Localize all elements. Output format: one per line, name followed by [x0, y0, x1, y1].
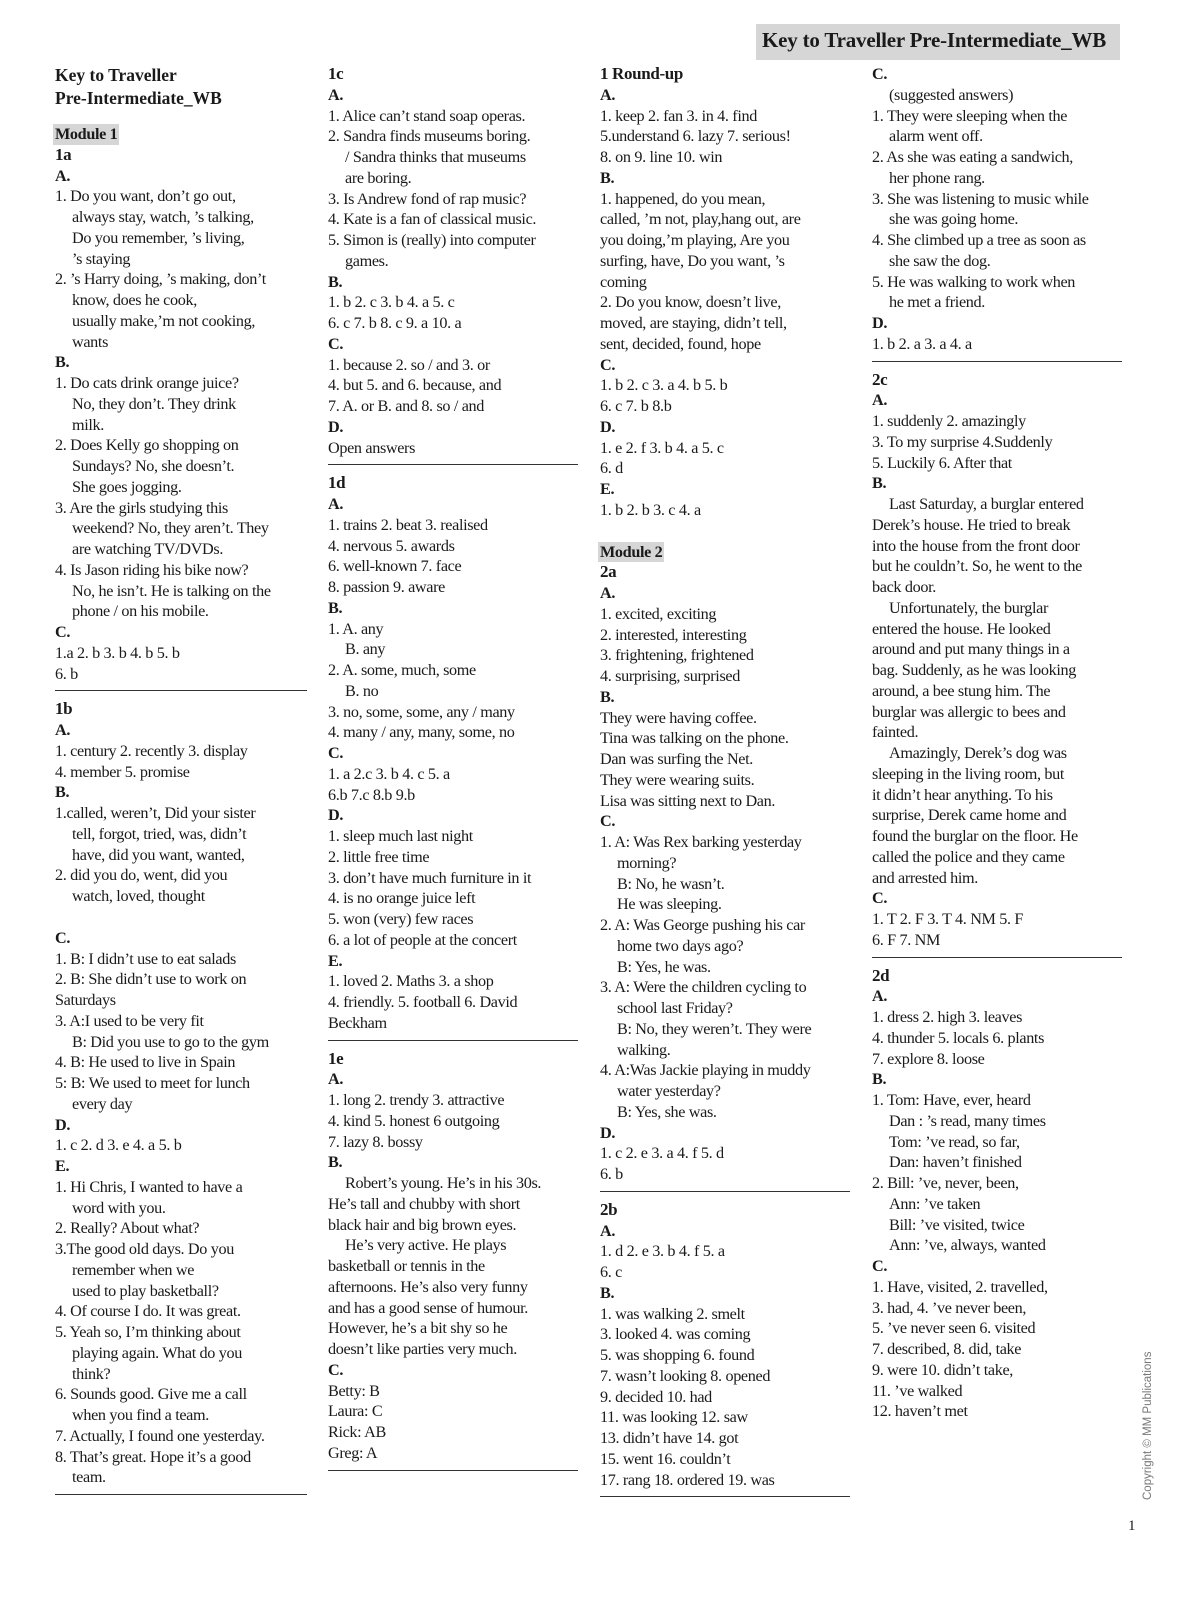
answer-line: 6. a lot of people at the concert: [328, 930, 517, 949]
answer-line: 2. interested, interesting: [600, 625, 747, 644]
answer-line: They were wearing suits.: [600, 770, 755, 789]
answer-line: 4. kind 5. honest 6 outgoing: [328, 1111, 500, 1130]
paragraph-start: Amazingly, Derek’s dog was: [889, 744, 1067, 762]
answer-line: 7. Actually, I found one yesterday.: [55, 1426, 265, 1445]
exercise-label: D.: [600, 417, 616, 436]
answer-line: 1. d 2. e 3. b 4. f 5. a: [600, 1242, 725, 1261]
answer-line: 4. is no orange juice left: [328, 889, 476, 908]
answer-line: 1.called, weren’t, Did your sister: [55, 804, 256, 822]
paragraph-start: Unfortunately, the burglar: [889, 598, 1049, 617]
answer-line: 3. She was listening to music while: [872, 189, 1089, 208]
answer-line: 4. but 5. and 6. because, and: [328, 376, 502, 395]
exercise-label: C.: [55, 928, 71, 947]
section-heading: 1d: [328, 473, 346, 493]
document-title-line-1: Key to Traveller: [55, 65, 177, 85]
answer-line: 3.The good old days. Do you: [55, 1240, 234, 1258]
answer-line: Open answers: [328, 438, 416, 457]
column-1: [55, 64, 307, 1503]
answer-line: 3. To my surprise 4.Suddenly: [872, 432, 1053, 451]
answer-line: 1. b 2. a 3. a 4. a: [872, 334, 972, 353]
answer-line: 7. lazy 8. bossy: [328, 1132, 423, 1151]
answer-line: found the burglar on the floor. He: [872, 827, 1078, 845]
exercise-label: A.: [328, 1070, 344, 1089]
module-heading: Module 2: [600, 542, 663, 561]
answer-line: 4. B: He used to live in Spain: [55, 1053, 236, 1072]
paragraph-start: He’s very active. He plays: [345, 1236, 507, 1255]
answer-line: 1. e 2. f 3. b 4. a 5. c: [600, 438, 724, 457]
answer-line: 1. B: I didn’t use to eat salads: [55, 949, 236, 968]
answer-line: 3. Are the girls studying this: [55, 498, 228, 517]
answer-line-continued: home two days ago?: [617, 936, 744, 955]
answer-line: 5. He was walking to work when: [872, 272, 1076, 291]
page-number: 1: [1128, 1518, 1136, 1534]
answer-line-continued: remember when we: [72, 1260, 195, 1279]
answer-line-continued: know, does he cook,: [72, 291, 197, 309]
answer-line-continued: school last Friday?: [617, 999, 733, 1017]
answer-line: fainted.: [872, 723, 919, 742]
exercise-label: A.: [872, 391, 888, 410]
answer-line: surfing, have, Do you want, ’s: [600, 251, 785, 270]
answer-line: 7. explore 8. loose: [872, 1049, 985, 1068]
exercise-label: B.: [55, 353, 70, 372]
answer-line-continued: B. no: [345, 681, 379, 700]
answer-line: called the police and they came: [872, 847, 1065, 866]
exercise-label: B.: [600, 1283, 615, 1302]
answer-line-continued: Sundays? No, she doesn’t.: [72, 457, 235, 475]
answer-line: 1. long 2. trendy 3. attractive: [328, 1091, 505, 1109]
answer-line: Greg: A: [328, 1443, 378, 1462]
answer-line: 3. had, 4. ’ve never been,: [872, 1298, 1027, 1317]
answer-line-continued: B: Yes, he was.: [617, 957, 711, 976]
answer-line: 4. surprising, surprised: [600, 667, 740, 685]
answer-line: 4. Of course I do. It was great.: [55, 1302, 241, 1321]
exercise-label: A.: [600, 85, 616, 104]
exercise-label: D.: [600, 1123, 616, 1142]
answer-line: Betty: B: [328, 1381, 380, 1400]
section-heading: 2b: [600, 1199, 618, 1219]
answer-line: They were having coffee.: [600, 708, 757, 727]
exercise-label: C.: [328, 1360, 344, 1379]
answer-line-continued: Dan : ’s read, many times: [889, 1111, 1046, 1130]
answer-line: 8. That’s great. Hope it’s a good: [55, 1447, 251, 1466]
answer-line: 6. c: [600, 1263, 622, 1281]
answer-line: 1. Alice can’t stand soap operas.: [328, 106, 526, 125]
answer-line: 3. A:I used to be very fit: [55, 1011, 204, 1030]
answer-line: 4. nervous 5. awards: [328, 536, 455, 555]
answer-line-continued: usually make,’m not cooking,: [72, 311, 256, 330]
answer-line: Rick: AB: [328, 1423, 386, 1441]
answer-line-continued: B: No, he wasn’t.: [617, 874, 725, 893]
answer-line-continued: tell, forgot, tried, was, didn’t: [72, 824, 247, 843]
answer-line-continued: walking.: [617, 1040, 671, 1059]
exercise-label: B.: [600, 168, 615, 187]
answer-line-continued: wants: [72, 332, 109, 351]
answer-line-continued: Do you remember, ’s living,: [72, 228, 245, 247]
answer-line: sent, decided, found, hope: [600, 334, 761, 353]
answer-line: 1. loved 2. Maths 3. a shop: [328, 972, 494, 991]
answer-line: 4. thunder 5. locals 6. plants: [872, 1028, 1045, 1047]
answer-line: 17. rang 18. ordered 19. was: [600, 1470, 775, 1489]
answer-line: 1. excited, exciting: [600, 604, 717, 623]
answer-line: 6. c 7. b 8. c 9. a 10. a: [328, 314, 462, 332]
answer-line: 4. many / any, many, some, no: [328, 723, 515, 742]
answer-line: He’s tall and chubby with short: [328, 1194, 520, 1213]
answer-line-continued: always stay, watch, ’s talking,: [72, 208, 254, 226]
answer-line: 1. A. any: [328, 619, 384, 638]
answer-line: coming: [600, 272, 647, 291]
answer-line: but he couldn’t. So, he went to the: [872, 557, 1082, 576]
column-3: [600, 64, 850, 1505]
answer-line: 13. didn’t have 14. got: [600, 1429, 739, 1447]
answer-line: 1. Do you want, don’t go out,: [55, 187, 236, 206]
exercise-label: B.: [600, 687, 615, 706]
answer-line: 4. Kate is a fan of classical music.: [328, 210, 537, 229]
answer-line-continued: She goes jogging.: [72, 477, 182, 496]
answer-line: 5. Yeah so, I’m thinking about: [55, 1323, 241, 1341]
exercise-label: B.: [328, 1153, 343, 1172]
answer-line: 3. no, some, some, any / many: [328, 702, 515, 721]
answer-line: 12. haven’t met: [872, 1402, 968, 1421]
answer-line: 1. b 2. c 3. b 4. a 5. c: [328, 293, 455, 312]
exercise-label: E.: [55, 1157, 70, 1175]
answer-line: 6. Sounds good. Give me a call: [55, 1385, 247, 1404]
answer-line: 1. Tom: Have, ever, heard: [872, 1091, 1031, 1109]
answer-line: 9. were 10. didn’t take,: [872, 1360, 1013, 1379]
exercise-label: B.: [55, 783, 70, 802]
answer-line: doesn’t like parties very much.: [328, 1340, 517, 1358]
answer-line-continued: Tom: ’ve read, so far,: [889, 1132, 1020, 1151]
exercise-label: C.: [600, 812, 616, 831]
exercise-label: E.: [600, 480, 615, 498]
answer-line-continued: No, he isn’t. He is talking on the: [72, 581, 271, 600]
section-heading: 1b: [55, 699, 73, 719]
answer-line: 1. A: Was Rex barking yesterday: [600, 833, 802, 851]
answer-line-continued: B. any: [345, 640, 386, 659]
answer-line: 1. Have, visited, 2. travelled,: [872, 1277, 1048, 1296]
answer-line: around and put many things in a: [872, 640, 1070, 659]
answer-line: 9. decided 10. had: [600, 1387, 712, 1406]
exercise-label: A.: [55, 721, 71, 739]
answer-line: Beckham: [328, 1013, 387, 1032]
answer-line: However, he’s a bit shy so he: [328, 1319, 508, 1338]
answer-line: 4. member 5. promise: [55, 762, 190, 781]
section-divider: [55, 690, 307, 691]
answer-line: sleeping in the living room, but: [872, 764, 1065, 783]
exercise-label: D.: [55, 1115, 71, 1134]
answer-line: burglar was allergic to bees and: [872, 702, 1066, 721]
column-4: [872, 64, 1122, 1422]
answer-line-continued: ’s staying: [72, 249, 131, 268]
answer-line: 2. Does Kelly go shopping on: [55, 436, 239, 455]
answer-line-continued: her phone rang.: [889, 168, 985, 187]
answer-line-continued: / Sandra thinks that museums: [345, 148, 526, 166]
answer-line-continued: B: Yes, she was.: [617, 1102, 717, 1121]
answer-line: 6.b 7.c 8.b 9.b: [328, 785, 415, 804]
section-divider: [600, 1496, 850, 1497]
answer-line-continued: every day: [72, 1094, 133, 1113]
answer-line: 1. happened, do you mean,: [600, 189, 766, 208]
answer-line: afternoons. He’s also very funny: [328, 1277, 528, 1296]
answer-line: 1. They were sleeping when the: [872, 106, 1068, 125]
answer-line: 15. went 16. couldn’t: [600, 1449, 731, 1468]
exercise-label: B.: [328, 272, 343, 291]
answer-line-continued: playing again. What do you: [72, 1343, 242, 1362]
exercise-label: A.: [328, 495, 344, 513]
section-divider: [328, 1040, 578, 1041]
exercise-label: C.: [328, 744, 344, 762]
answer-line: Derek’s house. He tried to break: [872, 515, 1071, 534]
answer-line-continued: team.: [72, 1468, 106, 1487]
answer-line: 5. ’ve never seen 6. visited: [872, 1319, 1036, 1338]
answer-line: 1. sleep much last night: [328, 827, 473, 845]
answer-line-continued: Ann: ’ve, always, wanted: [889, 1236, 1046, 1255]
document-title-line-2: Pre-Intermediate_WB: [55, 88, 222, 108]
answer-line: 3. don’t have much furniture in it: [328, 868, 532, 887]
answer-line: 4. Is Jason riding his bike now?: [55, 560, 249, 579]
answer-line: black hair and big brown eyes.: [328, 1215, 517, 1234]
exercise-label: D.: [328, 806, 344, 825]
answer-line: 2. As she was eating a sandwich,: [872, 148, 1073, 166]
section-divider: [328, 464, 578, 465]
answer-line: 1. because 2. so / and 3. or: [328, 355, 490, 374]
answer-line: 6. b: [55, 664, 78, 683]
answer-line: 6. well-known 7. face: [328, 557, 462, 576]
answer-line-continued: phone / on his mobile.: [72, 602, 209, 621]
answer-line: 5.understand 6. lazy 7. serious!: [600, 127, 791, 146]
answer-line: 2. ’s Harry doing, ’s making, don’t: [55, 270, 266, 289]
answer-line: 2. little free time: [328, 847, 430, 866]
answer-line-continued: she was going home.: [889, 210, 1019, 229]
exercise-label: A.: [328, 85, 344, 104]
exercise-label: C.: [872, 1257, 888, 1275]
answer-line: 3. frightening, frightened: [600, 646, 754, 665]
answer-line-continued: (suggested answers): [889, 85, 1014, 104]
answer-line: 2. Do you know, doesn’t live,: [600, 293, 781, 312]
answer-line: 4. She climbed up a tree as soon as: [872, 231, 1086, 249]
exercise-label: D.: [328, 417, 344, 436]
answer-line: 3. looked 4. was coming: [600, 1325, 751, 1344]
answer-line-continued: are watching TV/DVDs.: [72, 540, 224, 558]
module-heading: Module 1: [55, 125, 118, 143]
answer-line: 4. friendly. 5. football 6. David: [328, 993, 518, 1011]
exercise-label: A.: [55, 166, 71, 185]
answer-line: 2. A: Was George pushing his car: [600, 916, 805, 934]
answer-line-continued: think?: [72, 1364, 111, 1383]
answer-line: 1. b 2. c 3. a 4. b 5. b: [600, 376, 728, 395]
exercise-label: C.: [328, 334, 344, 353]
answer-line: Tina was talking on the phone.: [600, 729, 789, 748]
answer-line-continued: morning?: [617, 853, 677, 872]
answer-line: 1.a 2. b 3. b 4. b 5. b: [55, 643, 180, 662]
answer-line: 5: B: We used to meet for lunch: [55, 1074, 250, 1092]
answer-line-continued: water yesterday?: [617, 1082, 721, 1100]
answer-line-continued: milk.: [72, 415, 104, 434]
answer-line: around, a bee stung him. The: [872, 681, 1051, 700]
answer-line: 4. A:Was Jackie playing in muddy: [600, 1061, 811, 1080]
answer-line-continued: when you find a team.: [72, 1406, 209, 1424]
answer-line-continued: Dan: haven’t finished: [889, 1153, 1022, 1172]
answer-line-continued: she saw the dog.: [889, 251, 991, 270]
answer-line: 1. c 2. d 3. e 4. a 5. b: [55, 1136, 182, 1155]
answer-line: 3. A: Were the children cycling to: [600, 978, 807, 997]
answer-line: 2. did you do, went, did you: [55, 866, 228, 885]
section-divider: [55, 1494, 307, 1495]
answer-line: 1. b 2. b 3. c 4. a: [600, 500, 701, 519]
exercise-label: C.: [872, 889, 888, 908]
answer-line: 2. B: She didn’t use to work on: [55, 970, 247, 989]
answer-line: Dan was surfing the Net.: [600, 750, 753, 768]
section-divider: [872, 361, 1122, 362]
answer-line: 5. won (very) few races: [328, 910, 474, 928]
answer-line: 5. was shopping 6. found: [600, 1346, 755, 1364]
answer-line: Saturdays: [55, 991, 116, 1009]
answer-line: surprise, Derek came home and: [872, 806, 1067, 825]
answer-line: Laura: C: [328, 1402, 383, 1421]
answer-line: moved, are staying, didn’t tell,: [600, 314, 787, 332]
exercise-label: A.: [600, 584, 616, 602]
exercise-label: B.: [328, 598, 343, 617]
answer-line: 11. ’ve walked: [872, 1381, 963, 1400]
exercise-label: C.: [872, 65, 888, 83]
answer-line-continued: he met a friend.: [889, 293, 985, 312]
section-heading: 1e: [328, 1048, 344, 1068]
section-heading: 1 Round-up: [600, 64, 683, 83]
paragraph-start: Last Saturday, a burglar entered: [889, 495, 1084, 513]
exercise-label: E.: [328, 951, 343, 970]
answer-line: 7. A. or B. and 8. so / and: [328, 397, 485, 415]
answer-line: 6. d: [600, 459, 623, 478]
answer-line: 2. Really? About what?: [55, 1219, 200, 1238]
exercise-label: B.: [872, 1070, 887, 1089]
exercise-label: C.: [600, 355, 616, 374]
answer-line: you doing,’m playing, Are you: [600, 231, 790, 249]
answer-line: entered the house. He looked: [872, 619, 1051, 638]
answer-line: 1. T 2. F 3. T 4. NM 5. F: [872, 910, 1024, 928]
paragraph-start: Robert’s young. He’s in his 30s.: [345, 1174, 542, 1192]
answer-line-continued: games.: [345, 251, 389, 270]
exercise-label: D.: [872, 314, 888, 332]
answer-line: 11. was looking 12. saw: [600, 1408, 748, 1427]
answer-line-continued: word with you.: [72, 1198, 166, 1217]
answer-line: 3. Is Andrew fond of rap music?: [328, 189, 527, 208]
answer-line: 1. c 2. e 3. a 4. f 5. d: [600, 1144, 724, 1163]
exercise-label: A.: [872, 987, 888, 1006]
copyright-note: Copyright © MM Publications: [1142, 1351, 1154, 1500]
answer-line: basketball or tennis in the: [328, 1257, 485, 1275]
section-heading: 2a: [600, 562, 617, 582]
answer-line: 5. Luckily 6. After that: [872, 453, 1012, 472]
answer-line: 1. Hi Chris, I wanted to have a: [55, 1177, 243, 1196]
answer-line: 1. dress 2. high 3. leaves: [872, 1008, 1023, 1026]
answer-line: 1. trains 2. beat 3. realised: [328, 515, 488, 534]
answer-line: 1. was walking 2. smelt: [600, 1304, 745, 1323]
answer-line: 6. F 7. NM: [872, 930, 941, 949]
answer-line: 1. Do cats drink orange juice?: [55, 374, 239, 392]
answer-line: Lisa was sitting next to Dan.: [600, 791, 776, 810]
module-heading-row: [600, 542, 850, 563]
answer-line: 1. a 2.c 3. b 4. c 5. a: [328, 764, 450, 783]
section-heading: 2c: [872, 369, 888, 389]
answer-line: 7. wasn’t looking 8. opened: [600, 1366, 771, 1385]
answer-line: back door.: [872, 578, 936, 596]
spacer: [55, 907, 307, 928]
answer-line-continued: Ann: ’ve taken: [889, 1194, 981, 1213]
answer-line: 6. b: [600, 1165, 623, 1183]
spacer: [600, 521, 850, 542]
answer-line: 6. c 7. b 8.b: [600, 397, 672, 415]
answer-line: and arrested him.: [872, 868, 978, 887]
answer-line: called, ’m not, play,hang out, are: [600, 210, 801, 229]
answer-line-continued: Bill: ’ve visited, twice: [889, 1215, 1025, 1234]
answer-line: into the house from the front door: [872, 536, 1080, 555]
answer-line-continued: used to play basketball?: [72, 1281, 219, 1300]
exercise-label: B.: [872, 474, 887, 493]
section-divider: [600, 1191, 850, 1192]
section-divider: [872, 957, 1122, 958]
answer-line-continued: weekend? No, they aren’t. They: [72, 519, 269, 538]
answer-line: 8. passion 9. aware: [328, 578, 445, 596]
section-divider: [328, 1470, 578, 1471]
answer-line-continued: are boring.: [345, 168, 412, 187]
answer-line: bag. Suddenly, as he was looking: [872, 661, 1077, 679]
answer-line: and has a good sense of humour.: [328, 1298, 528, 1317]
answer-line-continued: watch, loved, thought: [72, 887, 205, 905]
section-heading: 2d: [872, 965, 890, 985]
answer-line-continued: B: No, they weren’t. They were: [617, 1019, 812, 1038]
column-2: [328, 64, 578, 1479]
answer-line: 2. Bill: ’ve, never, been,: [872, 1174, 1019, 1192]
answer-line-continued: have, did you want, wanted,: [72, 845, 245, 864]
answer-line: 8. on 9. line 10. win: [600, 148, 723, 166]
answer-line: 2. A. some, much, some: [328, 661, 476, 679]
answer-line-continued: He was sleeping.: [617, 895, 722, 914]
section-heading: 1c: [328, 64, 344, 83]
answer-line: 1. century 2. recently 3. display: [55, 741, 248, 760]
answer-line-continued: alarm went off.: [889, 127, 983, 146]
answer-line-continued: No, they don’t. They drink: [72, 394, 236, 413]
answer-line: 1. suddenly 2. amazingly: [872, 412, 1026, 430]
header-title-tag: Key to Traveller Pre-Intermediate_WB: [756, 24, 1120, 60]
answer-line: 7. described, 8. did, take: [872, 1340, 1022, 1358]
answer-line: it didn’t hear anything. To his: [872, 785, 1053, 804]
exercise-label: C.: [55, 623, 71, 641]
exercise-label: A.: [600, 1221, 616, 1240]
answer-line: 5. Simon is (really) into computer: [328, 231, 536, 249]
answer-line: 2. Sandra finds museums boring.: [328, 127, 531, 146]
answer-line-continued: B: Did you use to go to the gym: [72, 1032, 269, 1051]
module-heading-row: [55, 124, 307, 145]
section-heading: 1a: [55, 144, 72, 164]
answer-line: 1. keep 2. fan 3. in 4. find: [600, 106, 757, 125]
